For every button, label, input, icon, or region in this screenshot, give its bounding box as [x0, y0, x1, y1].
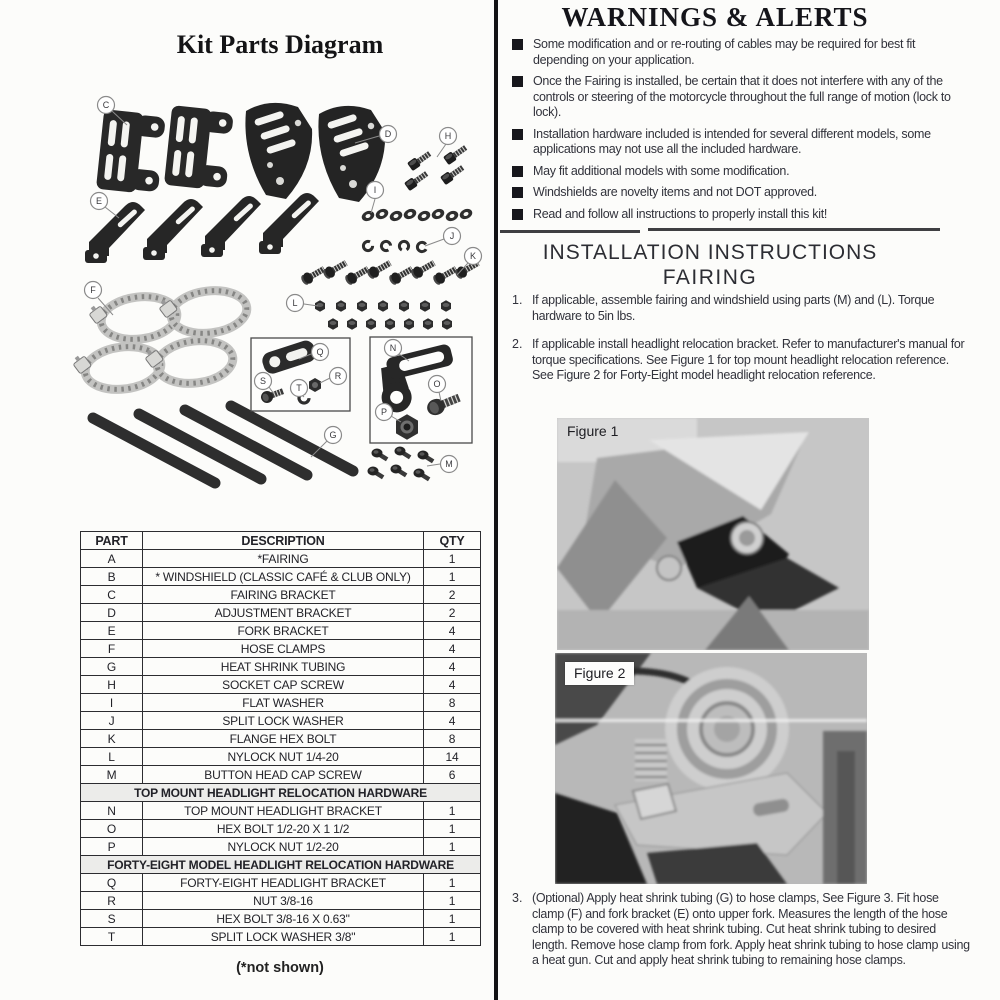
step-text: If applicable install headlight relocation bracket. Refer to manufacturer's manual for torque specifications. See Figure 1 for top mount headlight relocation reference. See Figure 2 for Forty-Eight model headlight relocation reference.: [532, 337, 965, 382]
section-divider-line: [648, 228, 940, 231]
figure-2-photo: [555, 653, 867, 884]
heat-shrink-tubing: [93, 406, 353, 483]
step-3: [512, 891, 982, 969]
table-row: B * WINDSHIELD (CLASSIC CAFÉ & CLUB ONLY) 1: [81, 568, 481, 586]
table-header-row: [81, 532, 481, 550]
instruction-steps-continued: [512, 891, 982, 982]
bullet-square-icon: [512, 187, 523, 198]
table-row: L NYLOCK NUT 1/4-20 14: [81, 748, 481, 766]
table-row: J SPLIT LOCK WASHER 4: [81, 712, 481, 730]
table-row: C FAIRING BRACKET 2: [81, 586, 481, 604]
warning-item: [508, 127, 960, 158]
part-label-t: T: [296, 383, 302, 393]
part-label-q: Q: [316, 347, 324, 357]
fairing-brackets: [96, 105, 234, 195]
section-divider-line: [500, 230, 640, 233]
table-row: G HEAT SHRINK TUBING 4: [81, 658, 481, 676]
hose-clamps: [70, 287, 250, 396]
step-1: [512, 293, 982, 324]
part-label-m: M: [445, 459, 453, 469]
table-row: T SPLIT LOCK WASHER 3/8" 1: [81, 928, 481, 946]
bullet-square-icon: [512, 39, 523, 50]
table-row: M BUTTON HEAD CAP SCREW 6: [81, 766, 481, 784]
warning-item: [508, 74, 960, 121]
warning-item: [508, 164, 960, 180]
warnings-alerts-title: WARNINGS & ALERTS: [561, 2, 869, 32]
step-number: 3.: [512, 891, 523, 905]
bullet-square-icon: [512, 166, 523, 177]
flange-hex-bolts: [299, 258, 481, 287]
figure-1-photo: [557, 418, 869, 650]
warning-text: Some modification and or re-routing of cables may be required for best fit depending on your application.: [533, 37, 916, 67]
table-row: P NYLOCK NUT 1/2-20 1: [81, 838, 481, 856]
part-label-k: K: [469, 251, 477, 261]
figure-2-label: Figure 2: [565, 662, 634, 685]
not-shown-footnote: (*not shown): [236, 960, 324, 976]
part-label-s: S: [259, 376, 267, 386]
part-label-c: C: [102, 100, 110, 110]
fairing-subtitle: FAIRING: [662, 266, 758, 289]
bullet-square-icon: [512, 209, 523, 220]
part-label-p: P: [380, 407, 388, 417]
figure-1-label: Figure 1: [567, 423, 619, 439]
table-row: N TOP MOUNT HEADLIGHT BRACKET 1: [81, 802, 481, 820]
part-label-f: F: [90, 285, 96, 295]
part-label-j: J: [449, 231, 455, 241]
table-row: O HEX BOLT 1/2-20 X 1 1/2 1: [81, 820, 481, 838]
table-row: H SOCKET CAP SCREW 4: [81, 676, 481, 694]
warning-text: May fit additional models with some modification.: [533, 163, 790, 178]
step-2: [512, 337, 982, 384]
button-head-cap-screws: [368, 447, 435, 482]
top-mount-hardware-box: [370, 337, 472, 443]
warning-item: [508, 185, 960, 201]
table-row: A *FAIRING 1: [81, 550, 481, 568]
step-number: 1.: [512, 293, 523, 307]
table-row: I FLAT WASHER 8: [81, 694, 481, 712]
col-header-description: DESCRIPTION: [143, 532, 424, 550]
fork-brackets: [85, 193, 319, 263]
socket-cap-screws: [404, 143, 468, 191]
part-label-g: G: [329, 430, 337, 440]
warning-text: Installation hardware included is intended for several different models, some applications may not use all the included hardware.: [533, 126, 931, 156]
bullet-square-icon: [512, 129, 523, 140]
part-label-d: D: [384, 129, 392, 139]
step-text: (Optional) Apply heat shrink tubing (G) to hose clamps, See Figure 3. Fit hose clamp (F) and fork bracket (E) onto upper fork. Measures the length of the hose clamp to be covered with heat shrink tubing. Cut heat shrink tubing to desired length. Remove hose clamp from fork. Apply heat shrink tubing to hose clamp using a heat gun. Cut and apply heat shrink tubing to remaining hose clamps.: [532, 891, 970, 967]
adjustment-brackets: [245, 103, 385, 202]
table-row: S HEX BOLT 3/8-16 X 0.63" 1: [81, 910, 481, 928]
warning-item: [508, 37, 960, 68]
warning-text: Read and follow all instructions to properly install this kit!: [533, 206, 828, 221]
bullet-square-icon: [512, 76, 523, 87]
parts-table: [80, 531, 481, 946]
instruction-steps: [512, 293, 982, 397]
warnings-list: [508, 37, 960, 228]
table-section-row: TOP MOUNT HEADLIGHT RELOCATION HARDWARE: [81, 784, 481, 802]
installation-instructions-title: INSTALLATION INSTRUCTIONS: [542, 241, 878, 264]
part-label-h: H: [444, 131, 452, 141]
kit-parts-diagram-title: Kit Parts Diagram: [176, 30, 384, 59]
warning-item: [508, 207, 960, 223]
table-section-row: FORTY-EIGHT MODEL HEADLIGHT RELOCATION HARDWARE: [81, 856, 481, 874]
step-text: If applicable, assemble fairing and windshield using parts (M) and (L). Torque hardware to 5in lbs.: [532, 293, 935, 323]
warning-text: Windshields are novelty items and not DOT approved.: [533, 185, 817, 199]
part-label-e: E: [95, 196, 103, 206]
part-label-r: R: [334, 371, 342, 381]
col-header-qty: QTY: [424, 532, 481, 550]
col-header-part: PART: [81, 532, 143, 550]
table-row: F HOSE CLAMPS 4: [81, 640, 481, 658]
warning-text: Once the Fairing is installed, be certain that it does not interfere with any of the controls or steering of the motorcycle throughout the full range of motion (lock to lock).: [533, 74, 951, 119]
table-row: E FORK BRACKET 4: [81, 622, 481, 640]
step-number: 2.: [512, 337, 523, 351]
table-row: Q FORTY-EIGHT HEADLIGHT BRACKET 1: [81, 874, 481, 892]
part-label-i: I: [373, 185, 377, 195]
part-label-n: N: [389, 343, 397, 353]
table-row: K FLANGE HEX BOLT 8: [81, 730, 481, 748]
table-row: R NUT 3/8-16 1: [81, 892, 481, 910]
part-label-o: O: [433, 379, 441, 389]
nylock-nuts: [315, 300, 452, 330]
flat-washers: [360, 207, 474, 223]
split-lock-washers: [362, 240, 428, 254]
kit-parts-diagram: [55, 63, 495, 525]
table-row: D ADJUSTMENT BRACKET 2: [81, 604, 481, 622]
part-label-l: L: [292, 298, 298, 308]
